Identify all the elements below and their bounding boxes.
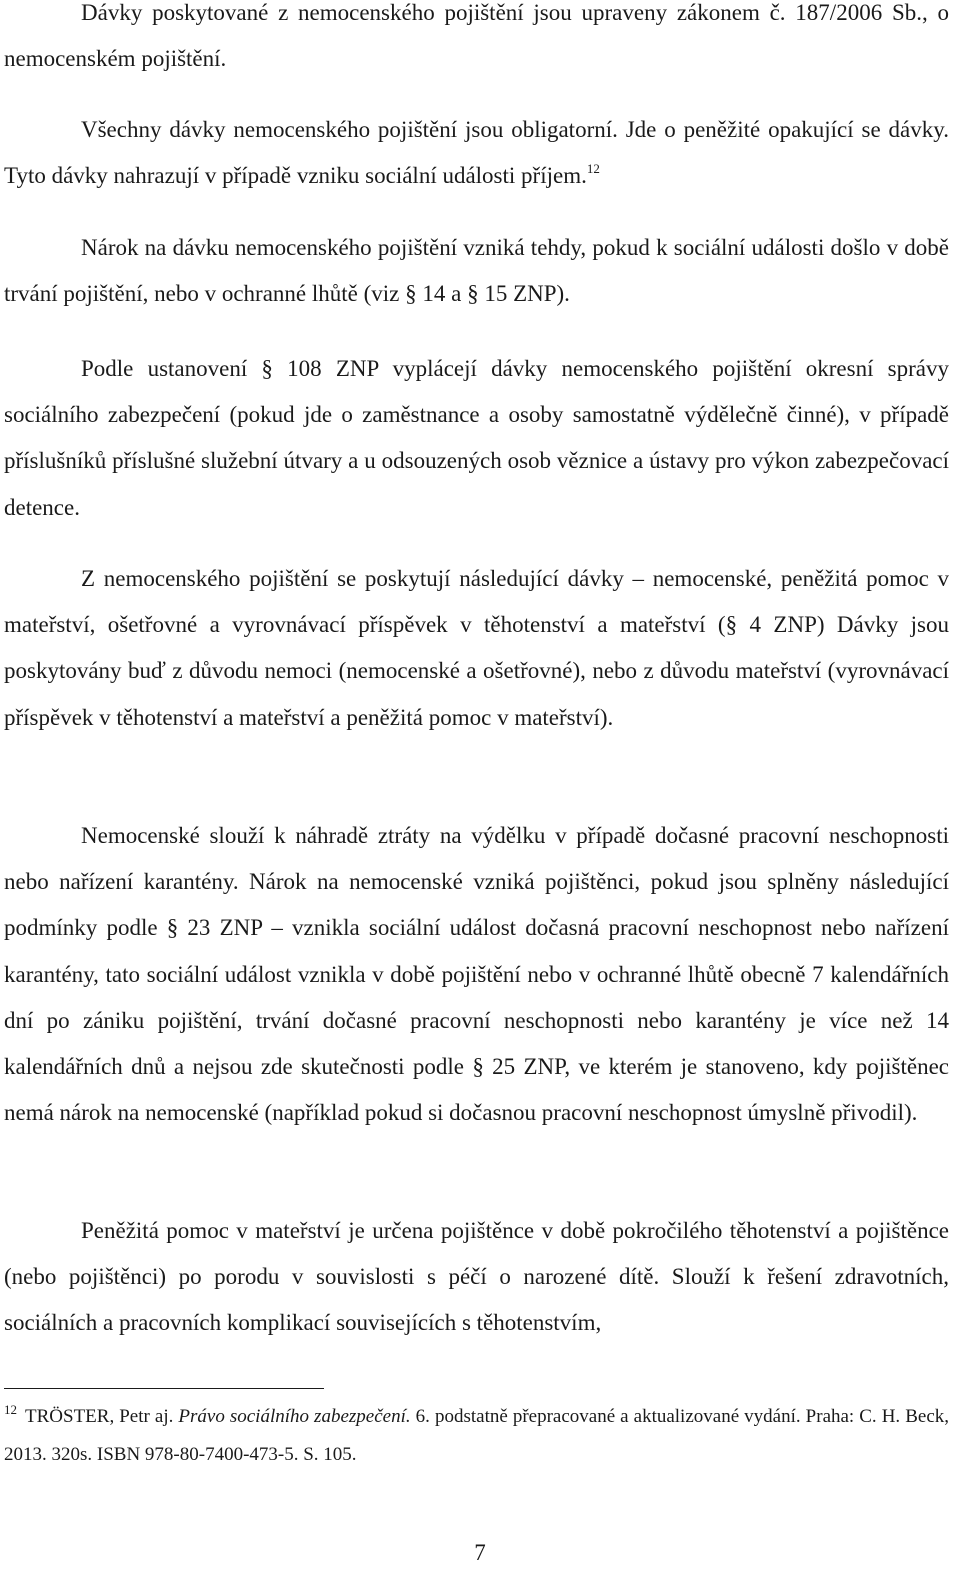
paragraph-5: Z nemocenského pojištění se poskytují následující dávky – nemocenské, peněžitá pomoc v mateřství, ošetřovné a vyrovnávací příspěvek v těhotenství a mateřství (§ 4 ZNP) Dávky jsou poskytovány buď z důvodu nemoci (nemocenské a ošetřovné), nebo z důvodu mateřství (vyrovnávací příspěvek v těhotenství a mateřství a peněžitá pomoc v mateřství). <box>4 566 949 730</box>
footnote <box>4 1398 949 1474</box>
page-number: 7 <box>474 1540 486 1565</box>
footnote-author: TRÖSTER, Petr aj. <box>25 1406 174 1427</box>
paragraph-2 <box>4 107 949 199</box>
footnote-reference[interactable]: 12 <box>586 161 600 177</box>
paragraph-1: Dávky poskytované z nemocenského pojištění jsou upraveny zákonem č. 187/2006 Sb., o nemocenském pojištění. <box>4 0 949 72</box>
footnote-number: 12 <box>4 1402 17 1417</box>
paragraph-3: Nárok na dávku nemocenského pojištění vzniká tehdy, pokud k sociální události došlo v době trvání pojištění, nebo v ochranné lhůtě (viz § 14 a § 15 ZNP). <box>4 235 949 307</box>
paragraph-4: Podle ustanovení § 108 ZNP vyplácejí dávky nemocenského pojištění okresní správy sociálního zabezpečení (pokud jde o zaměstnance a osoby samostatně výdělečně činné), v případě příslušníků příslušné služební útvary a u odsouzených osob věznice a ústavy pro výkon zabezpečovací detence. <box>4 356 949 520</box>
paragraph-2-text: Všechny dávky nemocenského pojištění jsou obligatorní. Jde o peněžité opakující se dávky. Tyto dávky nahrazují v případě vzniku sociální události příjem. <box>4 117 949 189</box>
footnote-title: Právo sociálního zabezpečení. <box>178 1406 411 1427</box>
footnote-publication: 6. podstatně přepracované a aktualizované vydání. Praha: C. H. Beck, 2013. 320s. ISBN 978-80-7400-473-5. S. 105. <box>4 1406 950 1465</box>
paragraph-7: Peněžitá pomoc v mateřství je určena pojištěnce v době pokročilého těhotenství a pojištěnce (nebo pojištěnci) po porodu v souvislosti s péčí o narozené dítě. Slouží k řešení zdravotních, sociálních a pracovních komplikací souvisejících s těhotenstvím, <box>4 1218 949 1336</box>
paragraph-6: Nemocenské slouží k náhradě ztráty na výdělku v případě dočasné pracovní neschopnosti nebo nařízení karantény. Nárok na nemocenské vzniká pojištěnci, pokud jsou splněny následující podmínky podle § 23 ZNP – vznikla sociální událost dočasná pracovní neschopnost nebo nařízení karantény, tato sociální událost vznikla v době pojištění nebo v ochranné lhůtě obecně 7 kalendářních dní po zániku pojištění, trvání dočasné pracovní neschopnosti nebo karantény je více než 14 kalendářních dnů a nejsou zde skutečnosti podle § 25 ZNP, ve kterém je stanoveno, kdy pojištěnec nemá nárok na nemocenské (například pokud si dočasnou pracovní neschopnost úmyslně přivodil). <box>4 823 949 1126</box>
footnote-separator <box>4 1388 324 1389</box>
